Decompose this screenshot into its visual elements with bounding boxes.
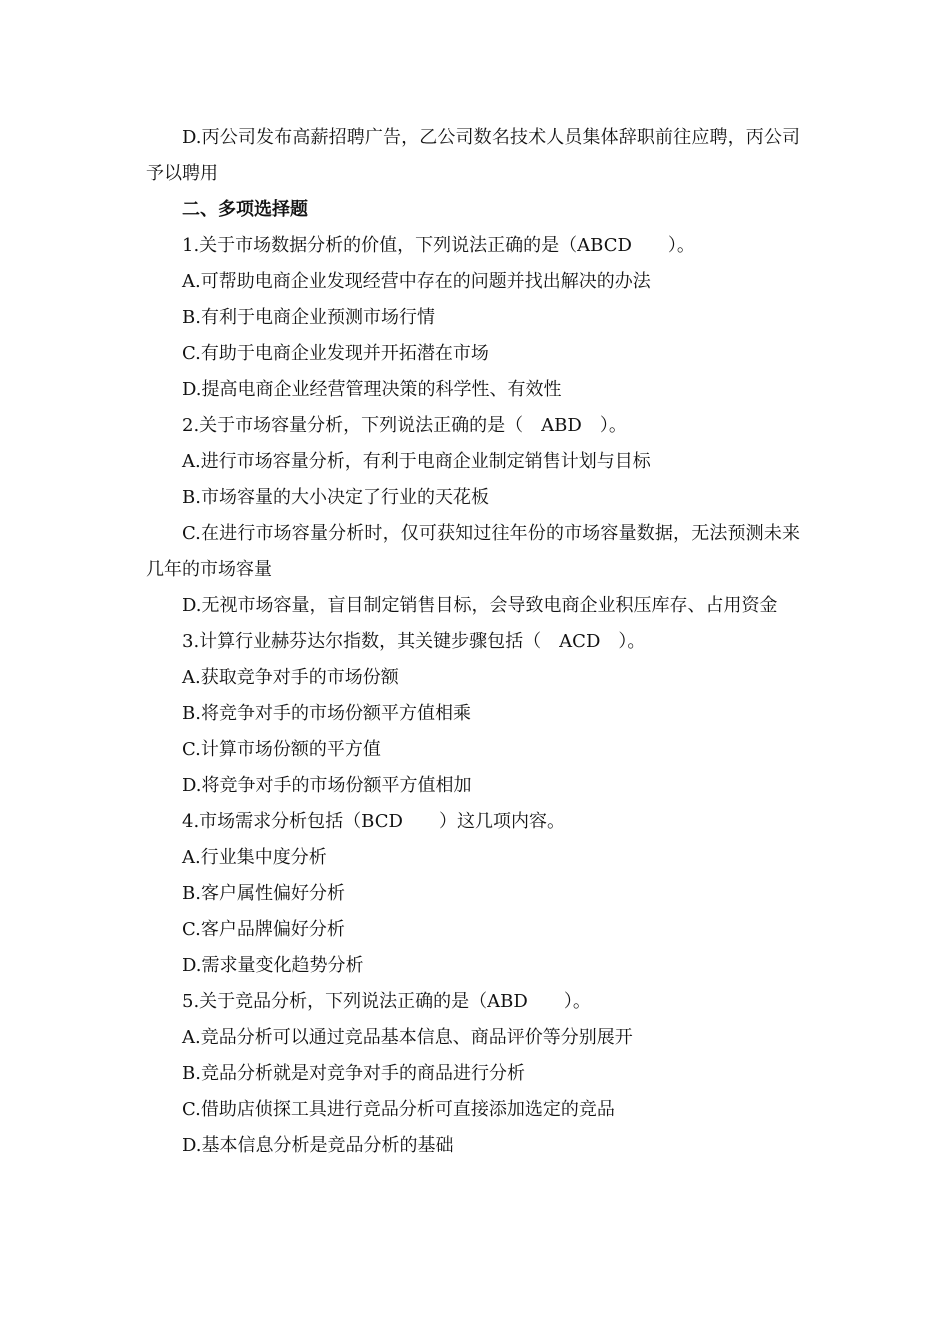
question-1-option-c: C.有助于电商企业发现并开拓潜在市场 — [182, 343, 489, 364]
question-2-option-a: A.进行市场容量分析，有利于电商企业制定销售计划与目标 — [182, 451, 651, 472]
question-3-stem: 3.计算行业赫芬达尔指数，其关键步骤包括（ ACD ）。 — [182, 631, 646, 652]
question-5-option-d: D.基本信息分析是竞品分析的基础 — [182, 1135, 454, 1156]
question-2-option-b: B.市场容量的大小决定了行业的天花板 — [182, 487, 489, 508]
question-3-option-b: B.将竞争对手的市场份额平方值相乘 — [182, 703, 471, 724]
question-4-option-c: C.客户品牌偏好分析 — [182, 919, 345, 940]
question-5-option-c: C.借助店侦探工具进行竞品分析可直接添加选定的竞品 — [182, 1099, 615, 1120]
question-2-option-d: D.无视市场容量，盲目制定销售目标，会导致电商企业积压库存、占用资金 — [182, 595, 778, 616]
question-5-stem: 5.关于竞品分析，下列说法正确的是（ABD ）。 — [182, 991, 591, 1012]
question-1-option-b: B.有利于电商企业预测市场行情 — [182, 307, 435, 328]
question-3-option-d: D.将竞争对手的市场份额平方值相加 — [182, 775, 472, 796]
document-content — [146, 120, 800, 1164]
question-4-option-b: B.客户属性偏好分析 — [182, 883, 345, 904]
previous-question-option-d: D.丙公司发布高薪招聘广告，乙公司数名技术人员集体辞职前往应聘，丙公司予以聘用 — [146, 127, 800, 184]
question-2-option-c: C.在进行市场容量分析时，仅可获知过往年份的市场容量数据，无法预测未来几年的市场容量 — [146, 523, 800, 580]
question-2-stem: 2.关于市场容量分析，下列说法正确的是（ ABD ）。 — [182, 415, 627, 436]
question-3-option-a: A.获取竞争对手的市场份额 — [182, 667, 399, 688]
question-1-option-d: D.提高电商企业经营管理决策的科学性、有效性 — [182, 379, 562, 400]
question-3-option-c: C.计算市场份额的平方值 — [182, 739, 381, 760]
question-4-option-a: A.行业集中度分析 — [182, 847, 327, 868]
question-1-option-a: A.可帮助电商企业发现经营中存在的问题并找出解决的办法 — [182, 271, 651, 292]
question-4-stem: 4.市场需求分析包括（BCD ）这几项内容。 — [182, 811, 565, 832]
question-5-option-a: A.竞品分析可以通过竞品基本信息、商品评价等分别展开 — [182, 1027, 633, 1048]
question-1-stem: 1.关于市场数据分析的价值，下列说法正确的是（ABCD ）。 — [182, 235, 695, 256]
question-5-option-b: B.竞品分析就是对竞争对手的商品进行分析 — [182, 1063, 525, 1084]
section-heading: 二、多项选择题 — [182, 199, 308, 220]
question-4-option-d: D.需求量变化趋势分析 — [182, 955, 364, 976]
